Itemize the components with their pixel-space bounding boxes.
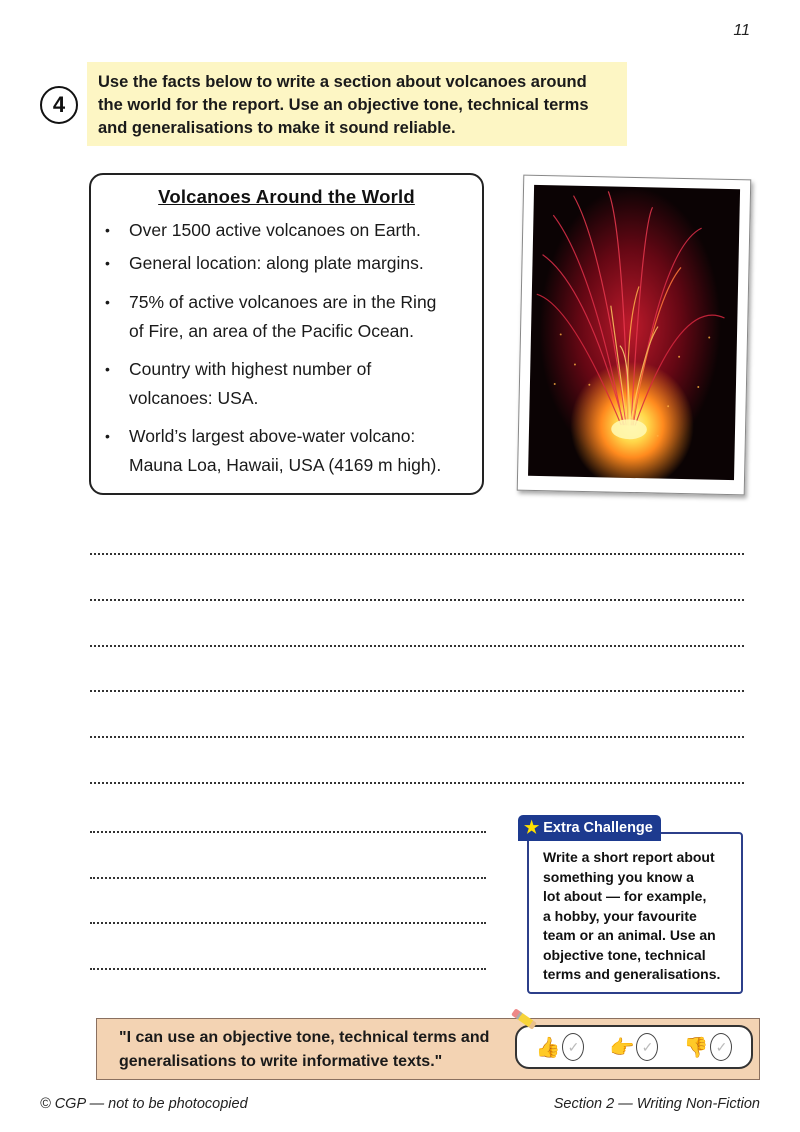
fact-text: volcanoes: USA. xyxy=(129,388,259,408)
footer-copyright: © CGP — not to be photocopied xyxy=(40,1096,248,1112)
fact-item xyxy=(91,355,471,413)
writing-line[interactable] xyxy=(90,553,744,555)
rating-thumbs-sideways[interactable] xyxy=(610,1033,659,1061)
fact-text: Mauna Loa, Hawaii, USA (4169 m high). xyxy=(129,455,442,475)
fact-text: Country with highest number of xyxy=(129,359,372,379)
fact-item xyxy=(91,288,471,346)
self-rating-options xyxy=(515,1025,753,1069)
facts-box xyxy=(89,173,484,495)
question-instruction xyxy=(87,62,627,146)
extra-challenge-line: lot about — for example, xyxy=(543,888,707,904)
thumbs-down-icon: 👎 xyxy=(683,1036,709,1059)
extra-challenge-label: Extra Challenge xyxy=(543,820,653,836)
rating-thumbs-up[interactable] xyxy=(536,1033,585,1061)
extra-challenge-line: Write a short report about xyxy=(543,849,715,865)
tick-circle[interactable]: ✓ xyxy=(636,1033,658,1061)
fact-item xyxy=(91,422,471,480)
instruction-line: Use the facts below to write a section about volcanoes around xyxy=(98,73,587,91)
tick-circle[interactable]: ✓ xyxy=(710,1033,732,1061)
question-number-badge xyxy=(40,86,78,124)
footer-section: Section 2 — Writing Non-Fiction xyxy=(553,1096,760,1112)
question-number: 4 xyxy=(52,92,66,117)
extra-challenge-line: something you know a xyxy=(543,868,694,885)
self-assessment-statement xyxy=(119,1026,489,1074)
instruction-line: the world for the report. Use an objective tone, technical terms xyxy=(98,96,589,114)
page-number: 11 xyxy=(733,22,750,39)
instruction-line: and generalisations to make it sound reliable. xyxy=(98,119,456,137)
extra-challenge-box xyxy=(527,832,743,994)
extra-challenge-line: terms and generalisations. xyxy=(543,966,721,982)
bullet-icon: • xyxy=(105,428,110,444)
writing-line[interactable] xyxy=(90,645,744,647)
extra-challenge-tab xyxy=(518,815,661,841)
writing-line[interactable] xyxy=(90,968,486,970)
writing-line[interactable] xyxy=(90,831,486,833)
thumbs-up-icon: 👍 xyxy=(535,1036,561,1059)
writing-line[interactable] xyxy=(90,690,744,692)
star-icon: ★ xyxy=(524,818,540,837)
statement-line: generalisations to write informative texts." xyxy=(119,1053,443,1070)
writing-line[interactable] xyxy=(90,599,744,601)
writing-line[interactable] xyxy=(90,736,744,738)
writing-line[interactable] xyxy=(90,922,486,924)
self-assessment-bar xyxy=(96,1018,760,1080)
fact-item xyxy=(91,249,471,278)
volcano-photo xyxy=(517,175,752,496)
fact-text: 75% of active volcanoes are in the Ring xyxy=(129,292,437,312)
pencil-icon xyxy=(511,1008,537,1029)
bullet-icon: • xyxy=(105,255,110,271)
fact-text: Over 1500 active volcanoes on Earth. xyxy=(129,220,421,240)
thumbs-sideways-icon: 👉 xyxy=(609,1036,635,1059)
fact-text: World’s largest above-water volcano: xyxy=(129,426,416,446)
bullet-icon: • xyxy=(105,361,110,377)
rating-thumbs-down[interactable] xyxy=(684,1033,733,1061)
fact-text: General location: along plate margins. xyxy=(129,253,424,273)
lava-fountain-icon xyxy=(528,185,740,480)
bullet-icon: • xyxy=(105,222,110,238)
bullet-icon: • xyxy=(105,294,110,310)
fact-text: of Fire, an area of the Pacific Ocean. xyxy=(129,321,415,341)
writing-line[interactable] xyxy=(90,782,744,784)
extra-challenge-line: team or an animal. Use an xyxy=(543,927,716,943)
extra-challenge-line: a hobby, your favourite xyxy=(543,907,697,924)
writing-line[interactable] xyxy=(90,877,486,879)
statement-line: "I can use an objective tone, technical terms and xyxy=(119,1029,490,1046)
tick-circle[interactable]: ✓ xyxy=(562,1033,584,1061)
facts-title: Volcanoes Around the World xyxy=(158,186,415,207)
extra-challenge-line: objective tone, technical xyxy=(543,946,706,963)
fact-item xyxy=(91,216,471,245)
volcano-photo-image xyxy=(528,185,740,480)
